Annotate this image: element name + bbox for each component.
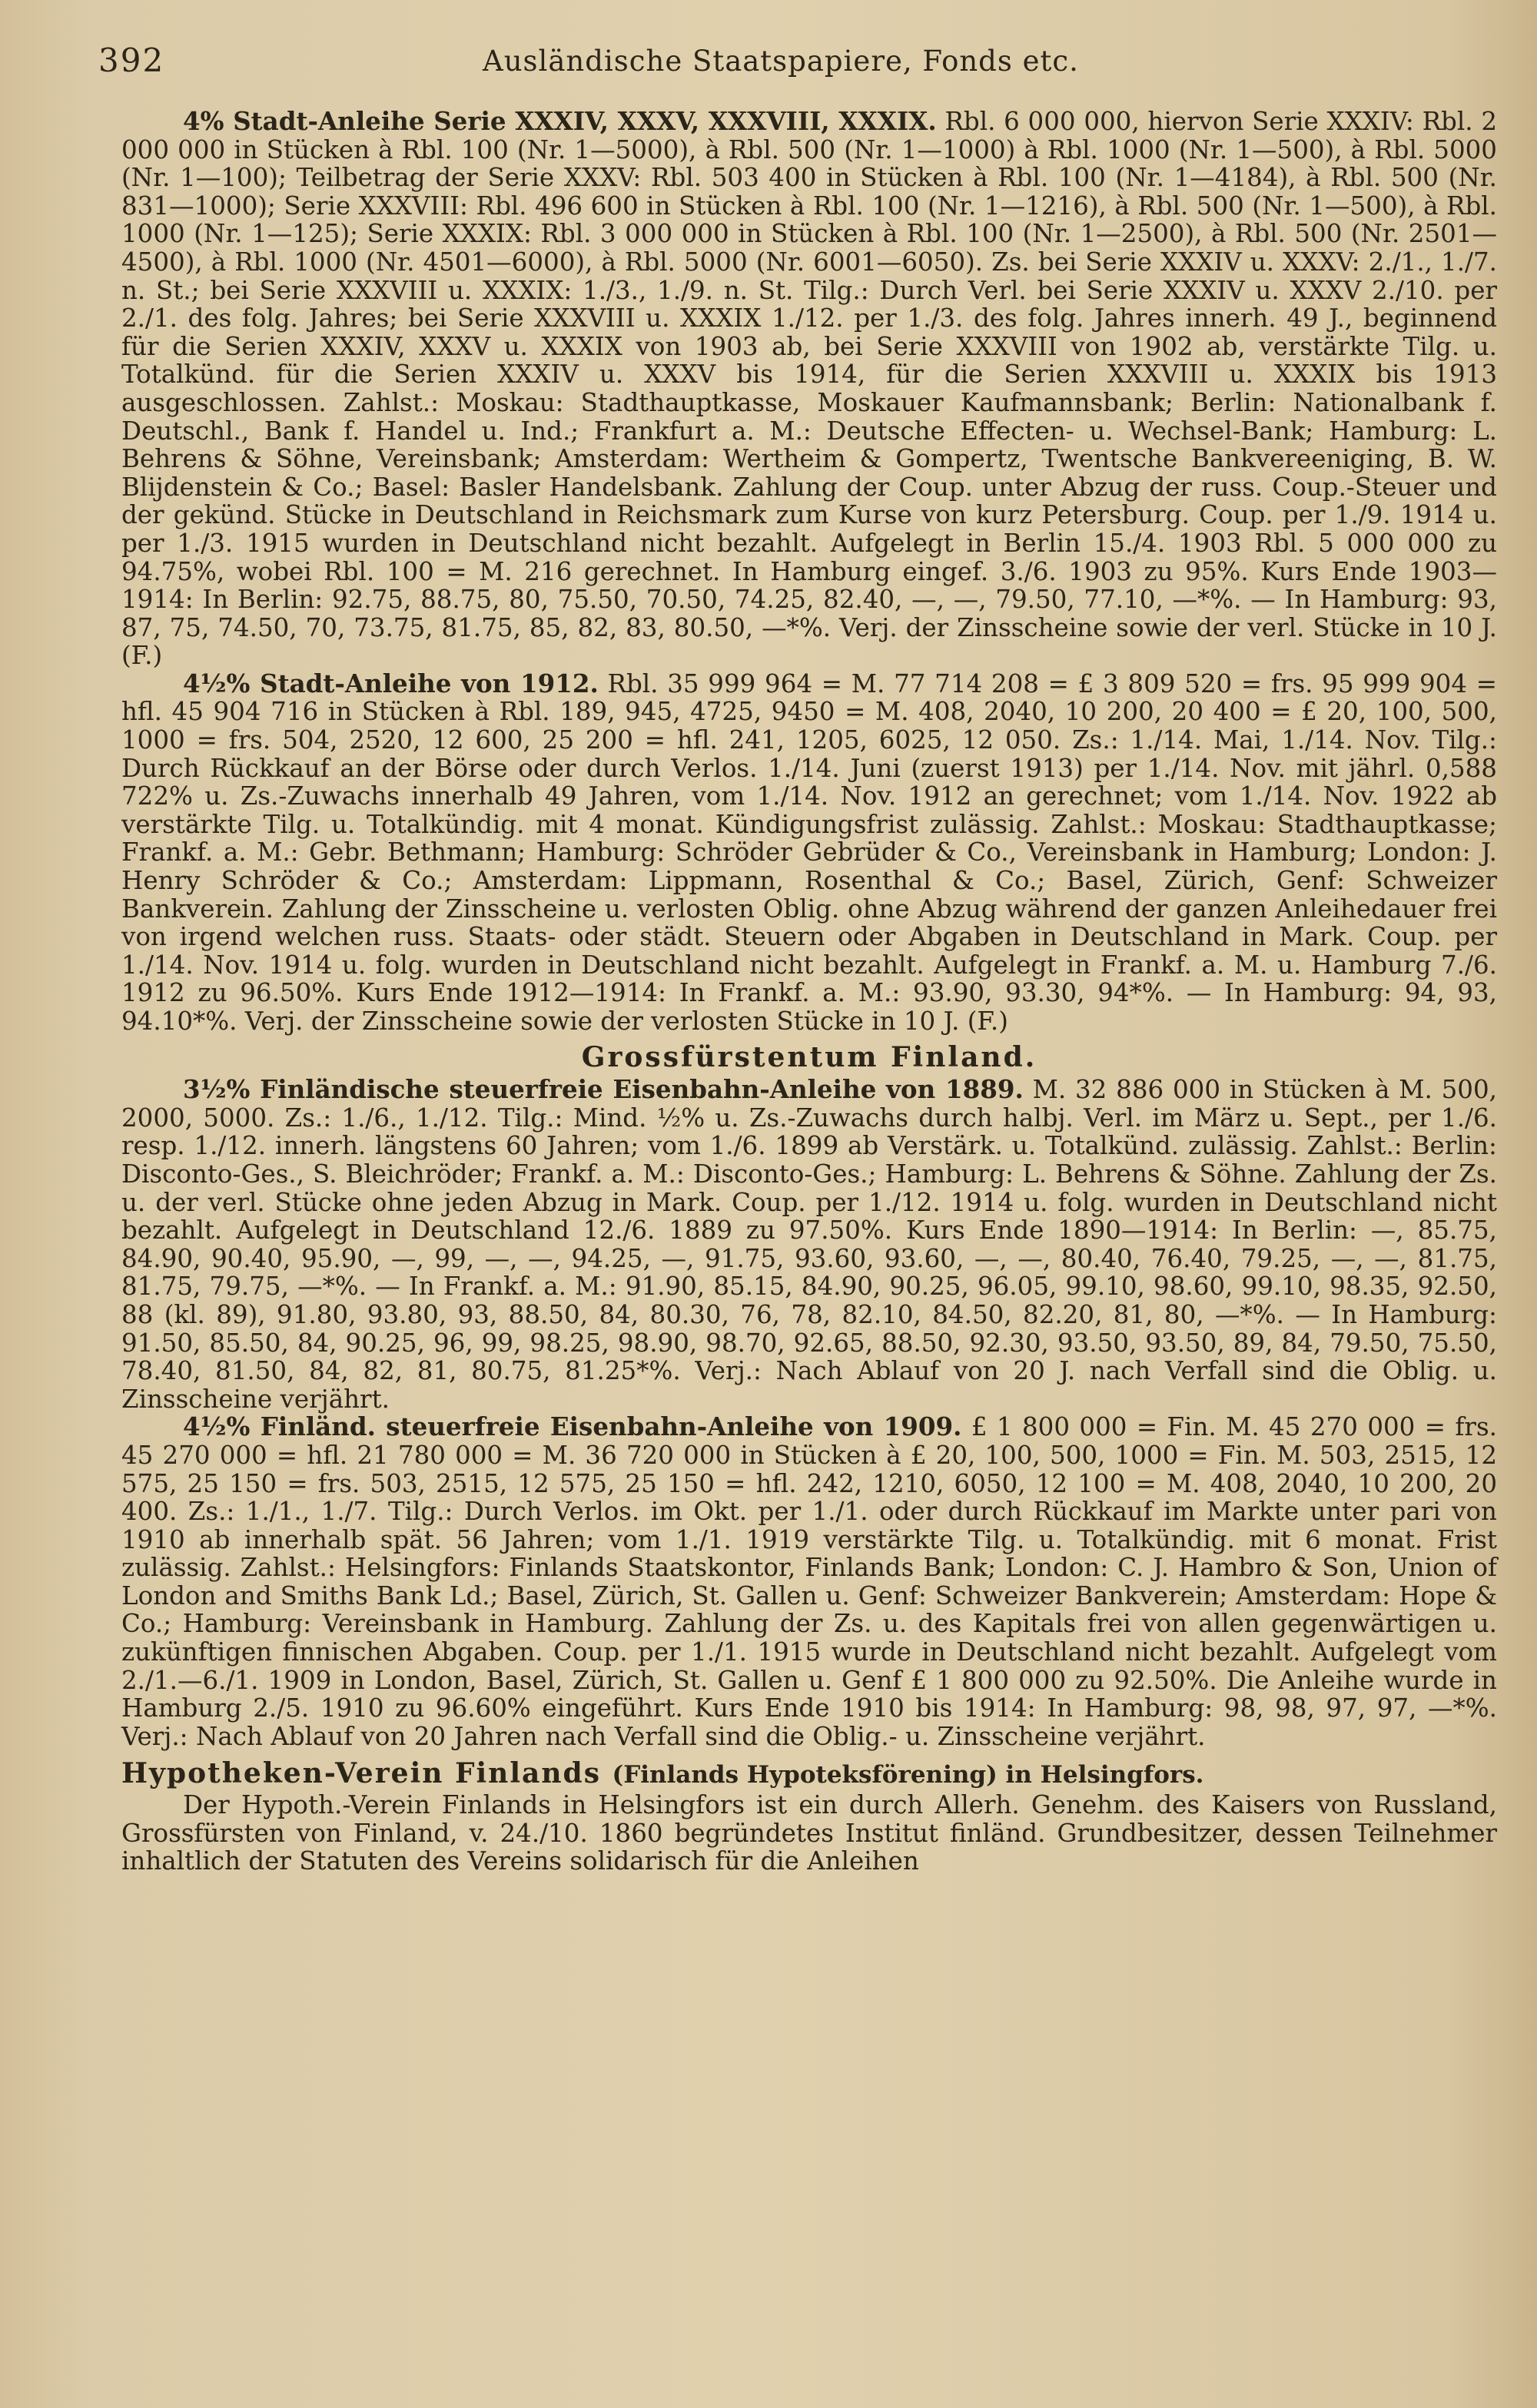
entry-finland-1889 — [121, 1076, 1497, 1413]
entry-text: Rbl. 35 999 964 = M. 77 714 208 = £ 3 809 520 = frs. 95 999 904 = hfl. 45 904 716 in Stücken à Rbl. 189, 945, 4725, 9450 = M. 408, 2040, 10 200, 20 400 = £ 20, 100, 500, 1000 = frs. 504, 2520, 12 600, 25 200 = hfl. 241, 1205, 6025, 12 050. Zs.: 1./14. Mai, 1./14. Nov. Tilg.: Durch Rückkauf an der Börse oder durch Verlos. 1./14. Juni (zuerst 1913) per 1./14. Nov. mit jährl. 0,588 722% u. Zs.-Zuwachs innerhalb 49 Jahren, vom 1./14. Nov. 1912 an gerechnet; vom 1./14. Nov. 1922 ab verstärkte Tilg. u. Totalkündig. mit 4 monat. Kündigungsfrist zulässig. Zahlst.: Moskau: Stadthauptkasse; Frankf. a. M.: Gebr. Bethmann; Hamburg: Schröder Gebrüder & Co., Vereinsbank in Hamburg; London: J. Henry Schröder & Co.; Amsterdam: Lippmann, Rosenthal & Co.; Basel, Zürich, Genf: Schweizer Bankverein. Zahlung der Zinsscheine u. verlosten Oblig. ohne Abzug während der ganzen Anleihedauer frei von irgend welchen russ. Staats- oder städt. Steuern oder Abgaben in Deutschland in Mark. Coup. per 1./14. Nov. 1914 u. folg. wurden in Deutschland nicht bezahlt. Aufgelegt in Frankf. a. M. u. Hamburg 7./6. 1912 zu 96.50%. Kurs Ende 1912—1914: In Frankf. a. M.: 93.90, 93.30, 94*%. — In Hamburg: 94, 93, 94.10*%. Verj. der Zinsscheine sowie der verlosten Stücke in 10 J. (F.) — [121, 668, 1497, 1036]
entry-finland-1909 — [121, 1413, 1497, 1750]
entry-title: 3½% Finländische steuerfreie Eisenbahn-Anleihe von 1889. — [183, 1074, 1024, 1105]
org-heading — [121, 1757, 1497, 1790]
document-body — [121, 108, 1497, 1876]
page-header — [98, 34, 1512, 88]
entry-text: M. 32 886 000 in Stücken à M. 500, 2000, 5000. Zs.: 1./6., 1./12. Tilg.: Mind. ½% u. Zs.-Zuwachs durch halbj. Verl. im März u. Sept., per 1./6. resp. 1./12. innerh. längstens 60 Jahren; vom 1./6. 1899 ab Verstärk. u. Totalkünd. zulässig. Zahlst.: Berlin: Disconto-Ges., S. Bleichröder; Frankf. a. M.: Disconto-Ges.; Hamburg: L. Behrens & Söhne. Zahlung der Zs. u. der verl. Stücke ohne jeden Abzug in Mark. Coup. per 1./12. 1914 u. folg. wurden in Deutschland nicht bezahlt. Aufgelegt in Deutschland 12./6. 1889 zu 97.50%. Kurs Ende 1890—1914: In Berlin: —, 85.75, 84.90, 90.40, 95.90, —, 99, —, —, 94.25, —, 91.75, 93.60, 93.60, —, —, 80.40, 76.40, 79.25, —, —, 81.75, 81.75, 79.75, —*%. — In Frankf. a. M.: 91.90, 85.15, 84.90, 90.25, 96.05, 99.10, 98.60, 99.10, 98.35, 92.50, 88 (kl. 89), 91.80, 93.80, 93, 88.50, 84, 80.30, 76, 78, 82.10, 84.50, 82.20, 81, 80, —*%. — In Hamburg: 91.50, 85.50, 84, 90.25, 96, 99, 98.25, 98.90, 98.70, 92.65, 88.50, 92.30, 93.50, 93.50, 89, 84, 79.50, 75.50, 78.40, 81.50, 84, 82, 81, 80.75, 81.25*%. Verj.: Nach Ablauf von 20 J. nach Verfall sind die Oblig. u. Zinsscheine verjährt. — [121, 1075, 1497, 1414]
page-number: 392 — [98, 41, 165, 79]
org-description — [121, 1791, 1497, 1876]
org-text: Der Hypoth.-Verein Finlands in Helsingfors ist ein durch Allerh. Genehm. des Kaisers von Russland, Grossfürsten von Finland, v. 24./10. 1860 begründetes Institut finländ. Grundbesitzer, dessen Teilnehmer inhaltlich der Statuten des Vereins solidarisch für die Anleihen — [121, 1790, 1497, 1876]
org-name: Hypotheken-Verein Finlands — [121, 1757, 601, 1790]
entry-text: Rbl. 6 000 000, hiervon Serie XXXIV: Rbl. 2 000 000 in Stücken à Rbl. 100 (Nr. 1—5000), à Rbl. 500 (Nr. 1—1000) à Rbl. 1000 (Nr. 1—500), à Rbl. 5000 (Nr. 1—100); Teilbetrag der Serie XXXV: Rbl. 503 400 in Stücken à Rbl. 100 (Nr. 1—4184), à Rbl. 500 (Nr. 831—1000); Serie XXXVIII: Rbl. 496 600 in Stücken à Rbl. 100 (Nr. 1—1216), à Rbl. 500 (Nr. 1—500), à Rbl. 1000 (Nr. 1—125); Serie XXXIX: Rbl. 3 000 000 in Stücken à Rbl. 100 (Nr. 1—2500), à Rbl. 500 (Nr. 2501—4500), à Rbl. 1000 (Nr. 4501—6000), à Rbl. 5000 (Nr. 6001—6050). Zs. bei Serie XXXIV u. XXXV: 2./1., 1./7. n. St.; bei Serie XXXVIII u. XXXIX: 1./3., 1./9. n. St. Tilg.: Durch Verl. bei Serie XXXIV u. XXXV 2./10. per 2./1. des folg. Jahres; bei Serie XXXVIII u. XXXIX 1./12. per 1./3. des folg. Jahres innerh. 49 J., beginnend für die Serien XXXIV, XXXV u. XXXIX von 1903 ab, bei Serie XXXVIII von 1902 ab, verstärkte Tilg. u. Totalkünd. für die Serien XXXIV u. XXXV bis 1914, für die Serien XXXVIII u. XXXIX bis 1913 ausgeschlossen. Zahlst.: Moskau: Stadthauptkasse, Moskauer Kaufmannsbank; Berlin: Nationalbank f. Deutschl., Bank f. Handel u. Ind.; Frankfurt a. M.: Deutsche Effecten- u. Wechsel-Bank; Hamburg: L. Behrens & Söhne, Vereinsbank; Amsterdam: Wertheim & Gompertz, Twentsche Bankvereeniging, B. W. Blijdenstein & Co.; Basel: Basler Handelsbank. Zahlung der Coup. unter Abzug der russ. Coup.-Steuer und der gekünd. Stücke in Deutschland in Reichsmark zum Kurse von kurz Petersburg. Coup. per 1./9. 1914 u. per 1./3. 1915 wurden in Deutschland nicht bezahlt. Aufgelegt in Berlin 15./4. 1903 Rbl. 5 000 000 zu 94.75%, wobei Rbl. 100 = M. 216 gerechnet. In Hamburg eingef. 3./6. 1903 zu 95%. Kurs Ende 1903—1914: In Berlin: 92.75, 88.75, 80, 75.50, 70.50, 74.25, 82.40, —, —, 79.50, 77.10, —*%. — In Hamburg: 93, 87, 75, 74.50, 70, 73.75, 81.75, 85, 82, 83, 80.50, —*%. Verj. der Zinsscheine sowie der verl. Stücke in 10 J. (F.) — [121, 107, 1497, 671]
entry-title: 4% Stadt-Anleihe Serie XXXIV, XXXV, XXXVIII, XXXIX. — [183, 106, 937, 136]
entry-title: 4½% Stadt-Anleihe von 1912. — [183, 668, 599, 698]
org-subtitle: (Finlands Hypoteksförening) in Helsingfors. — [612, 1761, 1204, 1789]
entry-title: 4½% Finländ. steuerfreie Eisenbahn-Anleihe von 1909. — [183, 1411, 962, 1442]
section-heading-finland: Grossfürstentum Finland. — [581, 1040, 1037, 1073]
running-head: Ausländische Staatspapiere, Fonds etc. — [483, 45, 1079, 78]
entry-stadt-anleihe-1912 — [121, 670, 1497, 1036]
entry-text: £ 1 800 000 = Fin. M. 45 270 000 = frs. 45 270 000 = hfl. 21 780 000 = M. 36 720 000 in Stücken à £ 20, 100, 500, 1000 = Fin. M. 503, 2515, 12 575, 25 150 = frs. 503, 2515, 12 575, 25 150 = hfl. 242, 1210, 6050, 12 100 = M. 408, 2040, 10 200, 20 400. Zs.: 1./1., 1./7. Tilg.: Durch Verlos. im Okt. per 1./1. oder durch Rückkauf im Markte unter pari von 1910 ab innerhalb spät. 56 Jahren; vom 1./1. 1919 verstärkte Tilg. u. Totalkündig. mit 6 monat. Frist zulässig. Zahlst.: Helsingfors: Finlands Staatskontor, Finlands Bank; London: C. J. Hambro & Son, Union of London and Smiths Bank Ld.; Basel, Zürich, St. Gallen u. Genf: Schweizer Bankverein; Amsterdam: Hope & Co.; Hamburg: Vereinsbank in Hamburg. Zahlung der Zs. u. des Kapitals frei von allen gegenwärtigen u. zukünftigen finnischen Abgaben. Coup. per 1./1. 1915 wurde in Deutschland nicht bezahlt. Aufgelegt vom 2./1.—6./1. 1909 in London, Basel, Zürich, St. Gallen u. Genf £ 1 800 000 zu 92.50%. Die Anleihe wurde in Hamburg 2./5. 1910 zu 96.60% eingeführt. Kurs Ende 1910 bis 1914: In Hamburg: 98, 98, 97, 97, —*%. Verj.: Nach Ablauf von 20 Jahren nach Verfall sind die Oblig.- u. Zinsscheine verjährt. — [121, 1412, 1497, 1751]
entry-stadt-anleihe-serie — [121, 108, 1497, 670]
